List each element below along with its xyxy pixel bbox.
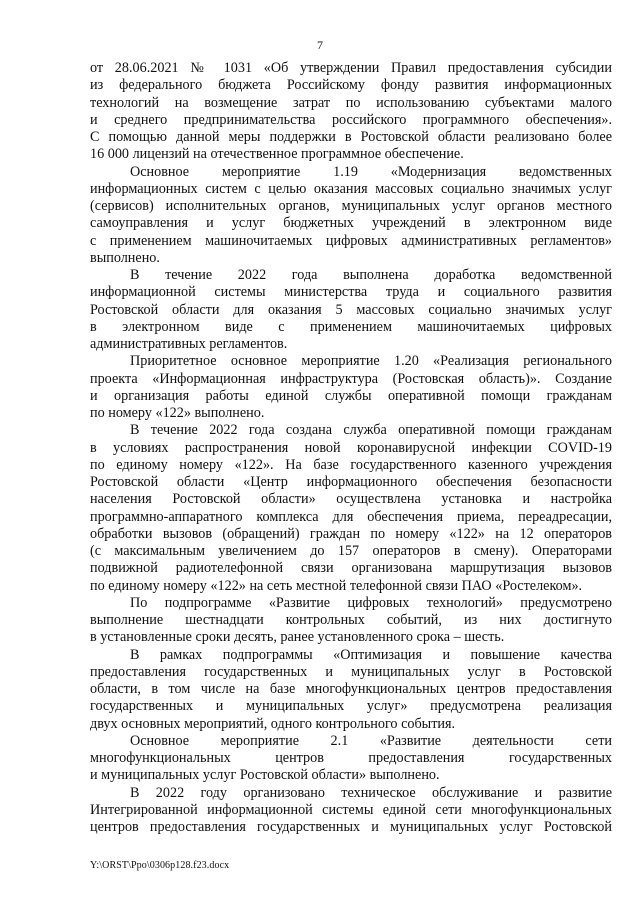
text-line: и муниципальных услуг Ростовской области» выполнено. <box>90 767 440 784</box>
text-line: многофункциональных центров предоставления государственных <box>90 750 612 766</box>
text-line: по номеру «122» выполнено. <box>90 405 265 421</box>
text-line: информационной системы министерства труда и социального развития <box>90 284 612 301</box>
text-line: центров предоставления государственных и муниципальных услуг Ростовской <box>90 819 612 835</box>
text-line: В течение 2022 года создана служба оперативной помощи гражданам <box>130 422 612 439</box>
text-line: в условиях распространения новой коронавирусной инфекции COVID-19 <box>90 439 612 456</box>
text-line: области, в том числе на базе многофункциональных центров предоставления <box>90 681 612 697</box>
footer-file-path: Y:\ORST\Ppo\0306p128.f23.docx <box>90 860 230 871</box>
text-line: государственных и муниципальных услуг» предусмотрена реализация <box>90 698 612 715</box>
text-line: В рамках подпрограммы «Оптимизация и повышение качества <box>130 646 612 663</box>
text-line: по единому номеру «122» на сеть местной телефонной связи ПАО «Ростелеком». <box>90 577 583 594</box>
text-line: (сервисов) исполнительных органов, муниципальных услуг органов местного <box>90 198 612 214</box>
text-line: В течение 2022 года выполнена доработка ведомственной <box>130 267 612 283</box>
text-line: Основное мероприятие 1.19 «Модернизация ведомственных <box>130 163 612 180</box>
text-line: выполнение шестнадцати контрольных событий, из них достигнуто <box>90 612 612 628</box>
text-line: Ростовской области «Центр информационного обеспечения безопасности <box>90 474 612 490</box>
text-line: в электронном виде с применением машиночитаемых цифровых <box>90 318 612 335</box>
text-line: информационных систем с целью оказания массовых социально значимых услуг <box>90 180 612 197</box>
text-line: проекта «Информационная инфраструктура (Ростовская область)». Создание <box>90 370 612 387</box>
body-text <box>90 60 612 836</box>
text-line: и организация работы единой службы оперативной помощи гражданам <box>90 387 612 404</box>
text-line: С помощью данной меры поддержки в Ростовской области реализовано более <box>90 129 612 145</box>
text-line: Приоритетное основное мероприятие 1.20 «Реализация регионального <box>130 353 612 370</box>
page-number: 7 <box>317 38 323 52</box>
text-line: обработки вызовов (обращений) граждан по номеру «122» на 12 операторов <box>90 525 612 542</box>
text-line: самоуправления и услуг бюджетных учреждений в электронном виде <box>90 215 612 232</box>
text-line: населения Ростовской области» осуществлена установка и настройка <box>90 491 612 508</box>
text-line: от 28.06.2021 № 1031 «Об утверждении Правил предоставления субсидии <box>90 60 612 76</box>
text-line: программно-аппаратного комплекса для обеспечения приема, переадресации, <box>90 508 612 525</box>
text-line: Интегрированной информационной системы единой сети многофункциональных <box>90 801 612 818</box>
text-line: двух основных мероприятий, одного контрольного события. <box>90 715 456 732</box>
text-line: с применением машиночитаемых цифровых административных регламентов» <box>90 232 612 249</box>
text-line: (с максимальным увеличением до 157 операторов в смену). Операторами <box>90 543 612 559</box>
text-line: В 2022 году организовано техническое обслуживание и развитие <box>130 784 612 801</box>
text-line: 16 000 лицензий на отечественное программное обеспечение. <box>90 146 464 163</box>
text-line: Основное мероприятие 2.1 «Развитие деятельности сети <box>130 732 612 749</box>
text-line: и среднего предпринимательства российского программного обеспечения». <box>90 111 612 128</box>
text-line: По подпрограмме «Развитие цифровых технологий» предусмотрено <box>130 594 612 611</box>
text-line: предоставления государственных и муниципальных услуг в Ростовской <box>90 663 612 680</box>
text-line: выполнено. <box>90 249 160 266</box>
text-line: из федерального бюджета Российскому фонду развития информационных <box>90 77 612 94</box>
text-line: в установленные сроки десять, ранее установленного срока – шесть. <box>90 629 505 646</box>
text-line: по единому номеру «122». На базе государственного казенного учреждения <box>90 456 612 473</box>
text-line: подвижной радиотелефонной связи организована маршрутизация вызовов <box>90 560 612 577</box>
text-line: административных регламентов. <box>90 336 288 352</box>
text-line: Ростовской области для оказания 5 массовых социально значимых услуг <box>90 301 612 318</box>
text-line: технологий на возмещение затрат по использованию субъектами малого <box>90 94 612 111</box>
